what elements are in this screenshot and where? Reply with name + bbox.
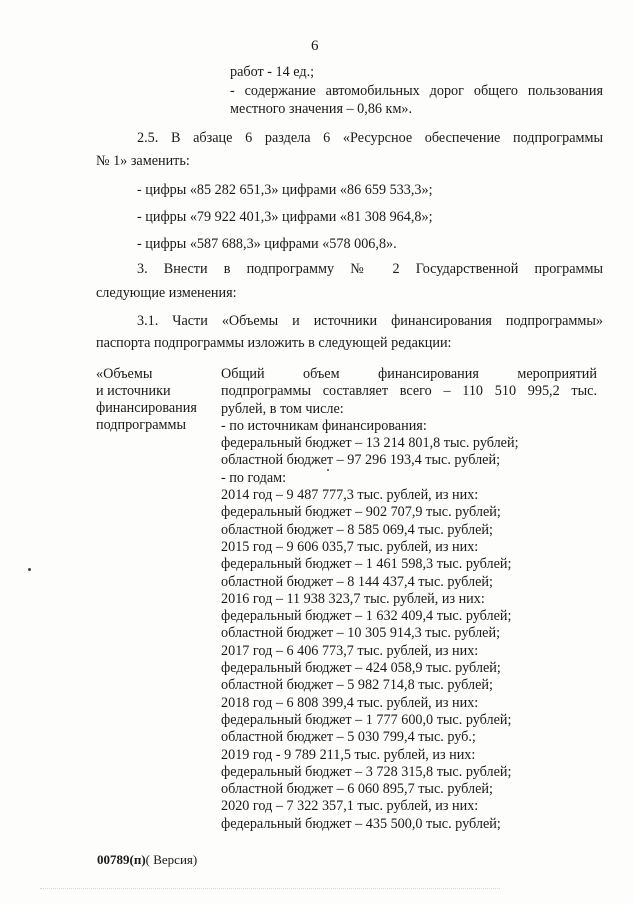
table-right-line: областной бюджет – 10 305 914,3 тыс. рублей; <box>221 625 501 642</box>
table-right-line: областной бюджет – 6 060 895,7 тыс. рублей; <box>221 781 493 798</box>
table-right-line: 2015 год – 9 606 035,7 тыс. рублей, из них: <box>221 538 479 555</box>
table-left-line: «Объемы <box>96 366 153 382</box>
table-right-line: - по источникам финансирования: <box>221 417 427 434</box>
table-right-line: федеральный бюджет – 424 058,9 тыс. рублей; <box>221 660 501 677</box>
table-right-line: 2014 год – 9 487 777,3 тыс. рублей, из них: <box>221 487 479 504</box>
table-right-line: федеральный бюджет – 902 707,9 тыс. рублей; <box>221 504 501 521</box>
table-right-line: - по годам: <box>221 469 287 486</box>
table-right-line: федеральный бюджет – 1 461 598,3 тыс. рублей; <box>221 556 512 573</box>
table-right-line: 2019 год - 9 789 211,5 тыс. рублей, из них: <box>221 746 476 763</box>
replacement-3: - цифры «587 688,3» цифрами «578 006,8». <box>137 236 397 252</box>
table-left-line: и источники <box>96 383 171 399</box>
scan-speck <box>327 469 329 471</box>
para-3-1-line2: паспорта подпрограммы изложить в следующей редакции: <box>96 335 452 351</box>
table-right-line: подпрограммы составляет всего – 110 510 995,2 тыс. <box>221 383 597 400</box>
table-right-line: федеральный бюджет – 1 632 409,4 тыс. рублей; <box>221 608 512 625</box>
top-line-2: - содержание автомобильных дорог общего пользования <box>230 83 603 99</box>
para-3-line2: следующие изменения: <box>96 285 237 301</box>
table-right-line: областной бюджет – 97 296 193,4 тыс. рублей; <box>221 452 501 469</box>
table-right-line: федеральный бюджет – 13 214 801,8 тыс. рублей; <box>221 435 519 452</box>
table-left-line: финансирования <box>96 400 197 416</box>
para-3-1-line1: 3.1. Части «Объемы и источники финансирования подпрограммы» <box>137 313 603 329</box>
table-right-line: Общий объем финансирования мероприятий <box>221 366 597 382</box>
table-right-line: 2020 год – 7 322 357,1 тыс. рублей, из них: <box>221 798 479 815</box>
table-right-line: федеральный бюджет – 435 500,0 тыс. рублей; <box>221 815 501 832</box>
scan-speck <box>28 568 31 571</box>
table-right-line: 2017 год – 6 406 773,7 тыс. рублей, из них: <box>221 642 479 659</box>
table-right-line: рублей, в том числе: <box>221 400 344 417</box>
para-3-line1: 3. Внести в подпрограмму № 2 Государственной программы <box>137 261 603 277</box>
top-line-3: местного значения – 0,86 км». <box>230 101 413 117</box>
document-footer <box>97 852 197 868</box>
table-right-line: областной бюджет – 8 144 437,4 тыс. рублей; <box>221 573 493 590</box>
table-right-line: 2016 год – 11 938 323,7 тыс. рублей, из них: <box>221 590 485 607</box>
replacement-1: - цифры «85 282 651,3» цифрами «86 659 533,3»; <box>137 182 433 198</box>
para-2-5-line2: № 1» заменить: <box>96 153 190 169</box>
table-right-cell <box>221 366 597 833</box>
document-code: 00789(п) <box>97 852 146 867</box>
table-right-line: федеральный бюджет – 3 728 315,8 тыс. рублей; <box>221 763 512 780</box>
table-right-line: федеральный бюджет – 1 777 600,0 тыс. рублей; <box>221 711 512 728</box>
scan-artifact-line <box>40 888 500 889</box>
top-line-1: работ - 14 ед.; <box>230 64 315 80</box>
table-left-cell <box>96 366 197 434</box>
table-right-line: областной бюджет – 5 030 799,4 тыс. руб.; <box>221 729 476 746</box>
table-right-line: областной бюджет – 5 982 714,8 тыс. рублей; <box>221 677 493 694</box>
replacement-2: - цифры «79 922 401,3» цифрами «81 308 964,8»; <box>137 209 433 225</box>
document-version: ( Версия) <box>145 852 198 867</box>
table-right-line: областной бюджет – 8 585 069,4 тыс. рублей; <box>221 521 493 538</box>
table-left-line: подпрограммы <box>96 417 186 433</box>
table-right-line: 2018 год – 6 808 399,4 тыс. рублей, из них: <box>221 694 479 711</box>
page-number: 6 <box>311 38 319 54</box>
para-2-5-line1: 2.5. В абзаце 6 раздела 6 «Ресурсное обеспечение подпрограммы <box>137 130 603 146</box>
